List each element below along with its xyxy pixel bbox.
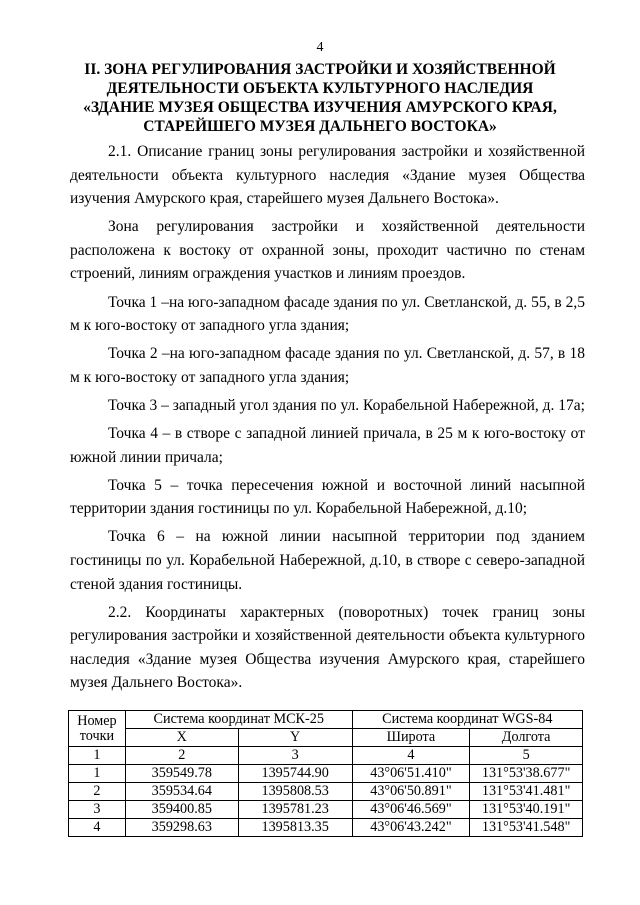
table-subheader-row [69,729,583,747]
table-cell: 359298.63 [125,819,238,837]
table-cell: 359534.64 [125,783,238,801]
table-cell: 359549.78 [125,765,238,783]
table-cell: 43°06'43.242" [352,819,470,837]
header-latitude: Широта [352,729,470,747]
body-text [70,140,585,700]
paragraph-zone-description: Зона регулирования застройки и хозяйственной деятельности расположена к востоку от охранной зоны, проходит частично по стенам строений, линиям ограждения участков и линиям проездов. [70,218,585,283]
table-row [69,801,583,819]
table-cell: 4 [352,747,470,765]
table-cell: 1395781.23 [238,801,352,819]
table-cell: 1395813.35 [238,819,352,837]
header-point-number: Номер точки [69,711,126,747]
header-x: X [125,729,238,747]
table-header-row [69,711,583,729]
table-cell: 43°06'50.891" [352,783,470,801]
heading-line: СТАРЕЙШЕГО МУЗЕЯ ДАЛЬНЕГО ВОСТОКА» [143,118,497,135]
paragraph-point-5: Точка 5 – точка пересечения южной и восточной линий насыпной территории здания гостиницы по ул. Корабельной Набережной, д.10; [70,476,585,518]
table-cell: 4 [69,819,126,837]
page-number: 4 [316,40,324,55]
table-cell: 131°53'41.548" [470,819,583,837]
table-cell: 43°06'51.410" [352,765,470,783]
table-index-row [69,747,583,765]
paragraph-point-3: Точка 3 – западный угол здания по ул. Корабельной Набережной, д. 17а; [108,396,585,414]
table-cell: 1 [69,765,126,783]
heading-line: «ЗДАНИЕ МУЗЕЯ ОБЩЕСТВА ИЗУЧЕНИЯ АМУРСКОГО КРАЯ, [83,99,557,116]
table-cell: 2 [69,783,126,801]
table-cell: 5 [470,747,583,765]
table-cell: 3 [69,801,126,819]
coordinates-table [68,710,583,837]
table-cell: 1395744.90 [238,765,352,783]
table-row [69,819,583,837]
table-cell: 131°53'41.481" [470,783,583,801]
table-cell: 2 [125,747,238,765]
paragraph-point-4: Точка 4 – в створе с западной линией причала, в 25 м к юго-востоку от южной линии причала; [70,425,585,466]
paragraph-point-6: Точка 6 – на южной линии насыпной территории под зданием гостиницы по ул. Корабельной Набережной, д.10, в створе с северо-западной стеной здания гостиницы. [70,528,585,593]
table-cell: 131°53'40.191" [470,801,583,819]
table-cell: 1395808.53 [238,783,352,801]
heading-line: ДЕЯТЕЛЬНОСТИ ОБЪЕКТА КУЛЬТУРНОГО НАСЛЕДИЯ [106,80,534,97]
table-cell: 43°06'46.569" [352,801,470,819]
paragraph-2-1: 2.1. Описание границ зоны регулирования застройки и хозяйственной деятельности объекта культурного наследия «Здание музея Общества изучения Амурского края, старейшего музея Дальнего Востока». [70,143,585,208]
paragraph-point-2: Точка 2 –на юго-западном фасаде здания по ул. Светланской, д. 57, в 18 м к юго-востоку от западного угла здания; [70,345,585,386]
header-y: Y [238,729,352,747]
table-row [69,783,583,801]
header-wgs-system: Система координат WGS-84 [352,711,582,729]
table-cell: 359400.85 [125,801,238,819]
table-cell: 131°53'38.677" [470,765,583,783]
section-heading [60,60,580,136]
heading-line: II. ЗОНА РЕГУЛИРОВАНИЯ ЗАСТРОЙКИ И ХОЗЯЙСТВЕННОЙ [84,61,556,78]
paragraph-2-2: 2.2. Координаты характерных (поворотных) точек границ зоны регулирования застройки и хозяйственной деятельности объекта культурного наследия «Здание музея Общества изучения Амурского края, старейшего музея Дальнего Востока». [70,603,585,692]
table-row [69,765,583,783]
table-cell: 3 [238,747,352,765]
table-cell: 1 [69,747,126,765]
header-msk-system: Система координат МСК-25 [125,711,352,729]
header-longitude: Долгота [470,729,583,747]
paragraph-point-1: Точка 1 –на юго-западном фасаде здания по ул. Светланской, д. 55, в 2,5 м к юго-востоку от западного угла здания; [70,293,585,335]
